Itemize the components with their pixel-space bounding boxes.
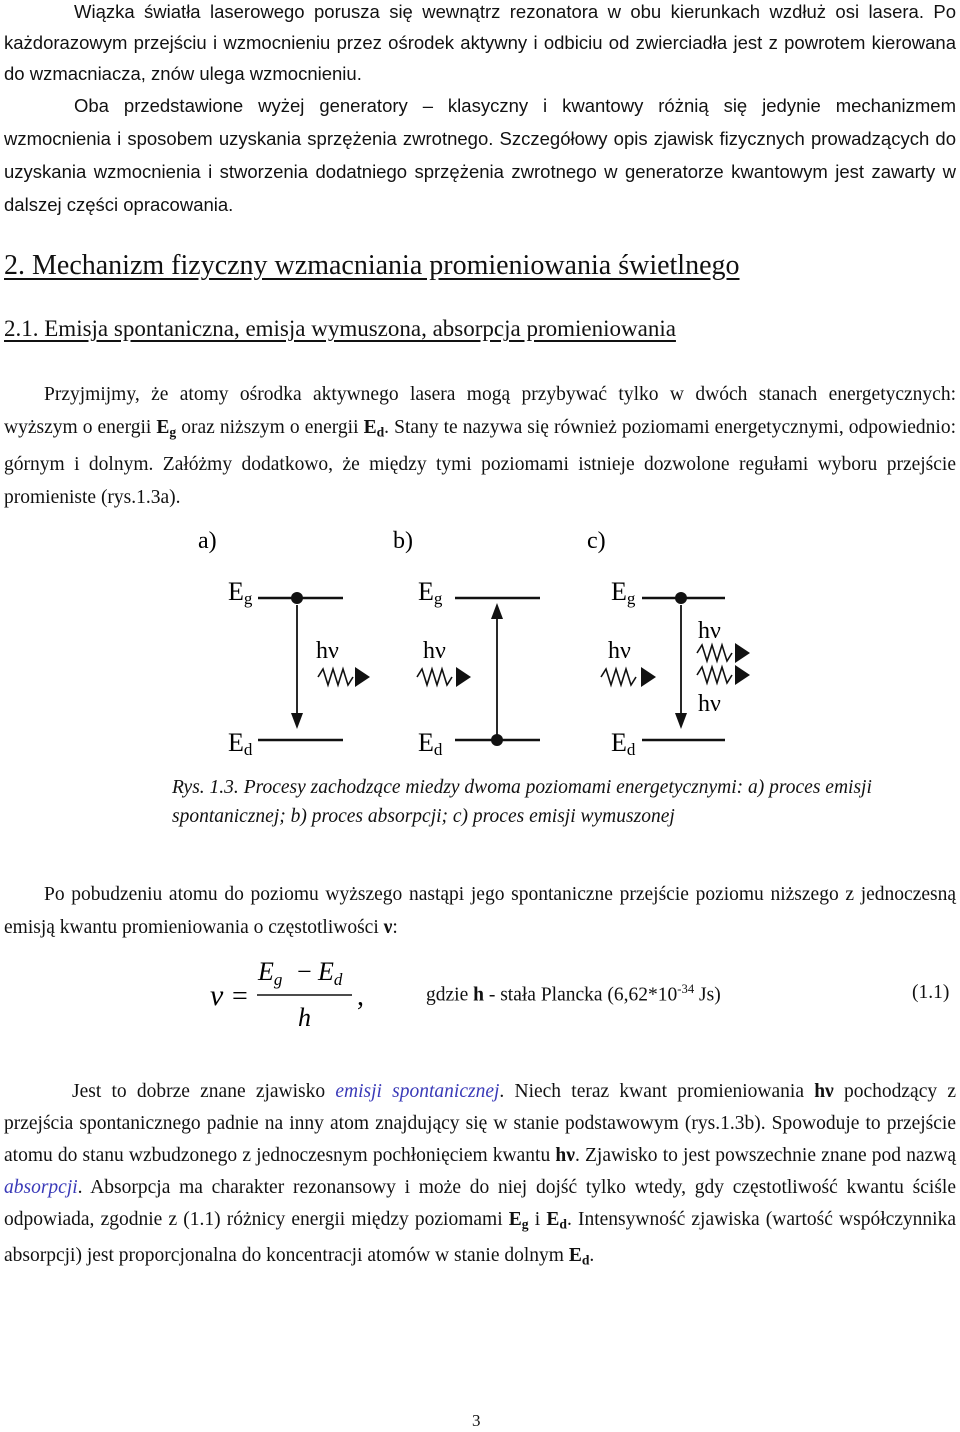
paragraph-text: Jest to dobrze znane zjawisko <box>72 1081 336 1102</box>
atom-dot <box>491 734 503 746</box>
wave-icon <box>601 669 636 685</box>
panel-label-c: c) <box>587 528 606 554</box>
eq-equals: = <box>232 981 248 1012</box>
eq-nu: ν <box>210 979 224 1012</box>
level-label-Ed: Ed <box>611 728 636 759</box>
paragraph-absorption <box>4 1076 956 1277</box>
photon-label-hv: hν <box>316 638 339 664</box>
equation-number: (1.1) <box>912 982 950 1003</box>
paragraph-text: . Absorpcja ma charakter rezonansowy i może do niej dojść tylko wtedy, gdy częstotliwość kwantu ściśle odpowiada, zgodnie z (1.1) różnicy energii między poziomami <box>4 1177 956 1230</box>
page-number: 3 <box>472 1411 481 1430</box>
link-spontaneous-emission[interactable]: emisji spontanicznej <box>335 1081 500 1102</box>
arrowhead-icon <box>456 667 471 687</box>
paragraph-text: . Zjawisko to jest powszechnie znane pod nazwą <box>574 1145 956 1166</box>
symbol-hv: hν <box>814 1081 834 1102</box>
photon-label-hv: hν <box>698 618 721 644</box>
section-heading: 2. Mechanizm fizyczny wzmacniania promieniowania świetlnego <box>4 250 740 281</box>
panel-label-b: b) <box>393 528 413 554</box>
paragraph-text: : <box>392 917 398 938</box>
photon-label-hv: hν <box>698 691 721 717</box>
wave-icon <box>697 667 732 683</box>
symbol-Eg: $E_g$ <box>156 417 177 440</box>
paragraph-text: . Stany te nazywa się również poziomami energetycznymi, odpowiednio: górnym i dolnym. Załóżmy dodatkowo, że między tymi poziomami istnieje dozwolone regułami wyboru przejście promieniste (rys.1.3a). <box>4 417 957 509</box>
equation-explanation: gdzie h - stała Plancka ($6,62*10^{-34}$ Js) <box>426 982 721 1006</box>
paragraph-text: Po pobudzeniu atomu do poziomu wyższego nastąpi jego spontaniczne przejście poziomu niższego z jednoczesną emisją kwantu promieniowania o częstotliwości <box>4 884 956 938</box>
level-label-Ed: Ed <box>418 728 443 759</box>
subsection-heading: 2.1. Emisja spontaniczna, emisja wymuszona, absorpcja promieniowania <box>4 316 676 341</box>
level-label-Ed: Ed <box>228 728 253 759</box>
symbol-hv: hν <box>555 1145 575 1166</box>
arrowhead-icon <box>675 713 687 729</box>
symbol-Ed: $E_d$ <box>363 417 385 440</box>
symbol-Ed: $E_d$ <box>568 1245 590 1268</box>
paragraph-text: Szczegółowy opis zjawisk fizycznych prowadzących do uzyskania wzmocnienia i stworzenia dodatniego sprzężenia zwrotnego w generatorze kwantowym jest zawarty w dalszej części opracowania. <box>4 128 956 215</box>
caption-text: Procesy zachodzące miedzy dwoma poziomami energetycznymi: a) proces emisji spontanicznej; b) proces absorpcji; c) proces emisji wymuszonej <box>172 777 872 827</box>
level-label-Eg: Eg <box>611 577 636 608</box>
photon-label-hv: hν <box>608 638 631 664</box>
panel-label-a: a) <box>198 528 217 554</box>
arrowhead-icon <box>735 643 750 663</box>
arrowhead-icon <box>491 603 503 619</box>
figure-caption <box>172 773 912 831</box>
panel-b <box>417 577 540 759</box>
level-label-Eg: Eg <box>418 577 443 608</box>
eq-numerator-Eg: Eg <box>258 957 283 989</box>
level-label-Eg: Eg <box>228 577 253 608</box>
paragraph-energy-levels <box>4 378 956 514</box>
symbol-nu: ν <box>383 917 393 938</box>
figure-energy-transitions <box>0 515 960 770</box>
paragraph-spontaneous <box>4 878 956 944</box>
link-absorption[interactable]: absorpcji <box>4 1177 78 1198</box>
arrowhead-icon <box>641 667 656 687</box>
paragraph-text: . Niech teraz kwant promieniowania <box>499 1081 815 1102</box>
wave-icon <box>417 669 452 685</box>
paragraph-laser-beam <box>4 0 956 89</box>
arrowhead-icon <box>735 665 750 685</box>
eq-denominator-h: h <box>298 1003 311 1032</box>
photon-label-hv: hν <box>423 638 446 664</box>
symbol-Eg: $E_g$ <box>508 1209 529 1232</box>
paragraph-text: Przyjmijmy, że atomy ośrodka aktywnego lasera mogą przybywać tylko w dwóch stanach energetycznych: wyższym o energii <box>4 384 956 438</box>
paragraph-text: . <box>589 1245 595 1267</box>
paragraph-text: Oba przedstawione wyżej generatory – klasyczny i kwantowy różnią się jedynie mechanizmem wzmocnienia i sposobem uzyskania sprzężenia zwrotnego. <box>4 95 956 149</box>
paragraph-text: . Intensywność zjawiska (wartość współczynnika absorpcji) jest proporcjonalna do koncentracji atomów w stanie dolnym <box>4 1209 957 1267</box>
paragraph-text: Wiązka światła laserowego porusza się wewnątrz rezonatora w obu kierunkach wzdłuż osi lasera. Po każdorazowym przejściu i wzmocnieniu przez ośrodek aktywny i odbiciu od zwierciadła jest z powrotem kierowana do wzmacniacza, znów ulega wzmocnieniu. <box>4 1 956 84</box>
paragraph-text: oraz niższym o energii <box>176 417 364 438</box>
paragraph-text: i <box>528 1209 547 1230</box>
panel-c <box>601 577 750 759</box>
atom-dot <box>291 592 303 604</box>
eq-minus: − <box>297 957 312 986</box>
arrowhead-icon <box>291 713 303 729</box>
paragraph-generators <box>4 89 956 221</box>
atom-dot <box>675 592 687 604</box>
eq-numerator-Ed: Ed <box>318 957 343 989</box>
arrowhead-icon <box>355 667 370 687</box>
wave-icon <box>697 645 732 661</box>
caption-label: Rys. 1.3. <box>172 777 239 798</box>
eq-comma: , <box>357 981 364 1012</box>
symbol-Ed: $E_d$ <box>546 1209 567 1232</box>
wave-icon <box>318 669 353 685</box>
panel-a <box>228 577 370 759</box>
paragraph-text: pochodzący z przejścia spontanicznego padnie na inny atom znajdujący się w stanie podstawowym (rys.1.3b). Spowoduje to przejście atomu do stanu wzbudzonego z jednoczesnym pochłonięciem kwantu <box>4 1081 956 1166</box>
